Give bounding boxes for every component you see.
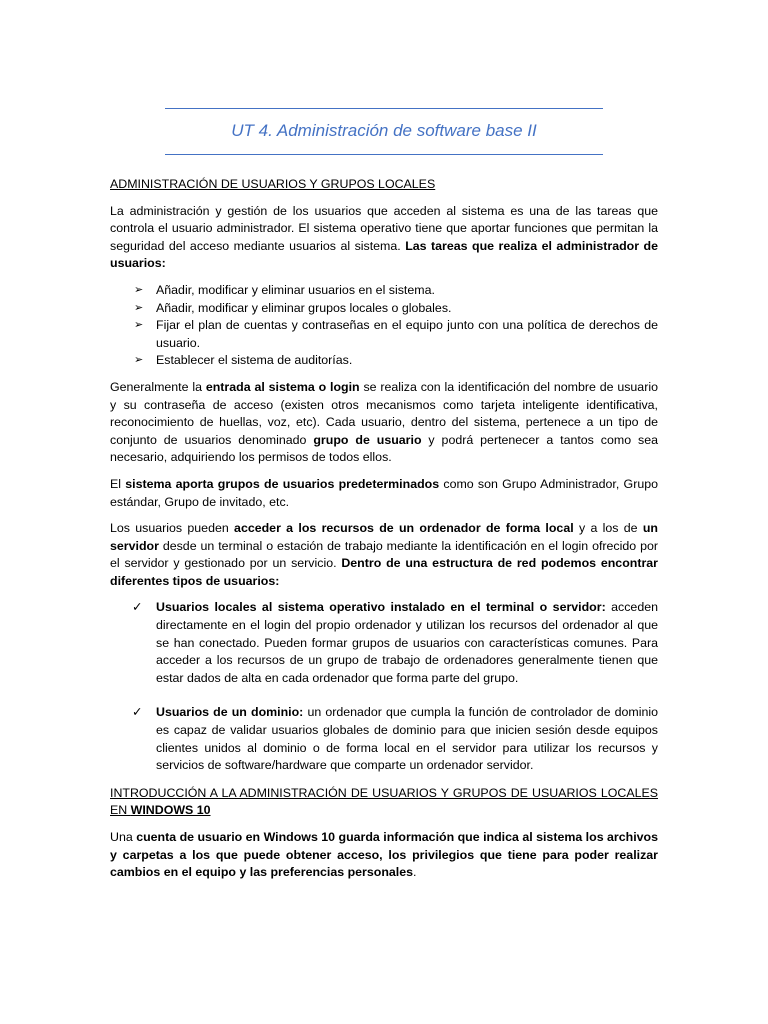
bold-run: un servidor <box>110 521 658 553</box>
bold-run: Dentro de una estructura de red podemos encontrar diferentes tipos de usuarios: <box>110 556 658 588</box>
heading-text: INTRODUCCIÓN A LA ADMINISTRACIÓN DE USUARIOS Y GRUPOS DE USUARIOS LOCALES EN <box>110 785 658 818</box>
bold-run: entrada al sistema o login <box>205 379 360 394</box>
arrow-bullet-icon: ➢ <box>134 319 144 332</box>
list-item <box>110 599 658 687</box>
title-rule-top <box>165 108 603 109</box>
checkmark-icon: ✓ <box>132 705 143 720</box>
arrow-bullet-icon: ➢ <box>134 354 144 367</box>
bold-run: Usuarios de un dominio: <box>156 705 304 720</box>
text-run: se realiza con la identificación del nombre de usuario y su contraseña de acceso (existen otros mecanismos como tarjeta inteligente identificativa, reconocimiento de huellas, voz, etc). Cada usuario, dentro del sistema, pertenece a un tipo de conjunto de usuarios denominado <box>110 379 658 447</box>
bold-run: acceder a los recursos de un ordenador de forma local <box>234 521 574 536</box>
title-rule-bottom <box>165 154 603 155</box>
login-paragraph <box>110 379 658 467</box>
heading-bold: WINDOWS 10 <box>130 803 211 818</box>
text-run: y a los de <box>573 521 643 536</box>
bold-run: Usuarios locales al sistema operativo instalado en el terminal o servidor: <box>156 600 606 615</box>
section-heading-windows <box>110 785 658 820</box>
task-list <box>110 282 658 370</box>
list-item-text: Añadir, modificar y eliminar grupos locales o globales. <box>156 300 452 315</box>
checkmark-icon: ✓ <box>132 600 143 615</box>
arrow-bullet-icon: ➢ <box>134 283 144 296</box>
list-item <box>110 704 658 774</box>
arrow-bullet-icon: ➢ <box>134 301 144 314</box>
section-heading: ADMINISTRACIÓN DE USUARIOS Y GRUPOS LOCALES <box>110 177 436 191</box>
intro-bold: Las tareas que realiza el administrador de usuarios: <box>110 238 658 271</box>
bold-run: grupo de usuario <box>313 432 422 447</box>
intro-text: La administración y gestión de los usuarios que acceden al sistema es una de las tareas que controla el usuario administrador. El sistema operativo tiene que aportar funciones que permitan la seguridad del acceso mediante usuarios al sistema. <box>110 203 658 253</box>
text-run: acceden directamente en el login del propio ordenador y utilizan los recursos del ordenador al que se han conectado. Pueden formar grupos de usuarios con características comunes. Para acceder a los recursos de un grupo de trabajo de ordenadores generalmente tienen que estar dados de alta en cada ordenador que forma parte del grupo. <box>156 600 658 685</box>
groups-paragraph <box>110 476 658 511</box>
document-body <box>110 176 658 891</box>
access-paragraph <box>110 520 658 590</box>
list-item <box>110 317 658 352</box>
text-run: desde un terminal o estación de trabajo mediante la identificación en el login ofrecido por el servidor y gestionado por un servicio. <box>110 538 658 571</box>
text-run: Los usuarios pueden <box>110 521 235 536</box>
text-run: Generalmente la <box>110 379 206 394</box>
list-item <box>110 282 658 300</box>
user-types-list <box>110 599 658 774</box>
list-item <box>110 300 658 318</box>
text-run: El <box>110 476 126 491</box>
text-run: . <box>413 865 417 880</box>
text-run: como son Grupo Administrador, Grupo estándar, Grupo de invitado, etc. <box>110 476 658 509</box>
list-item-text: Fijar el plan de cuentas y contraseñas en el equipo junto con una política de derechos de usuario. <box>156 318 658 350</box>
intro-paragraph <box>110 203 658 273</box>
bold-run: sistema aporta grupos de usuarios predeterminados <box>125 476 440 491</box>
list-item <box>110 352 658 370</box>
list-item-text: Añadir, modificar y eliminar usuarios en el sistema. <box>156 282 435 297</box>
bold-run: cuenta de usuario en Windows 10 guarda información que indica al sistema los archivos y carpetas a los que puede obtener acceso, los privilegios que tiene para poder realizar cambios en el equipo y las preferencias personales <box>110 830 658 880</box>
document-title: UT 4. Administración de software base II <box>231 121 537 140</box>
account-paragraph <box>110 829 658 882</box>
list-item-text: Establecer el sistema de auditorías. <box>156 353 353 368</box>
text-run: Una <box>110 830 137 844</box>
text-run: un ordenador que cumpla la función de controlador de dominio es capaz de validar usuarios globales de dominio para que inicien sesión desde equipos clientes unidos al dominio o de forma local en el servidor para utilizar los recursos y servicios de software/hardware que comparte un ordenador servidor. <box>156 705 658 773</box>
text-run: y podrá pertenecer a tantos como sea necesario, adquiriendo los permisos de todos ellos. <box>110 432 658 465</box>
